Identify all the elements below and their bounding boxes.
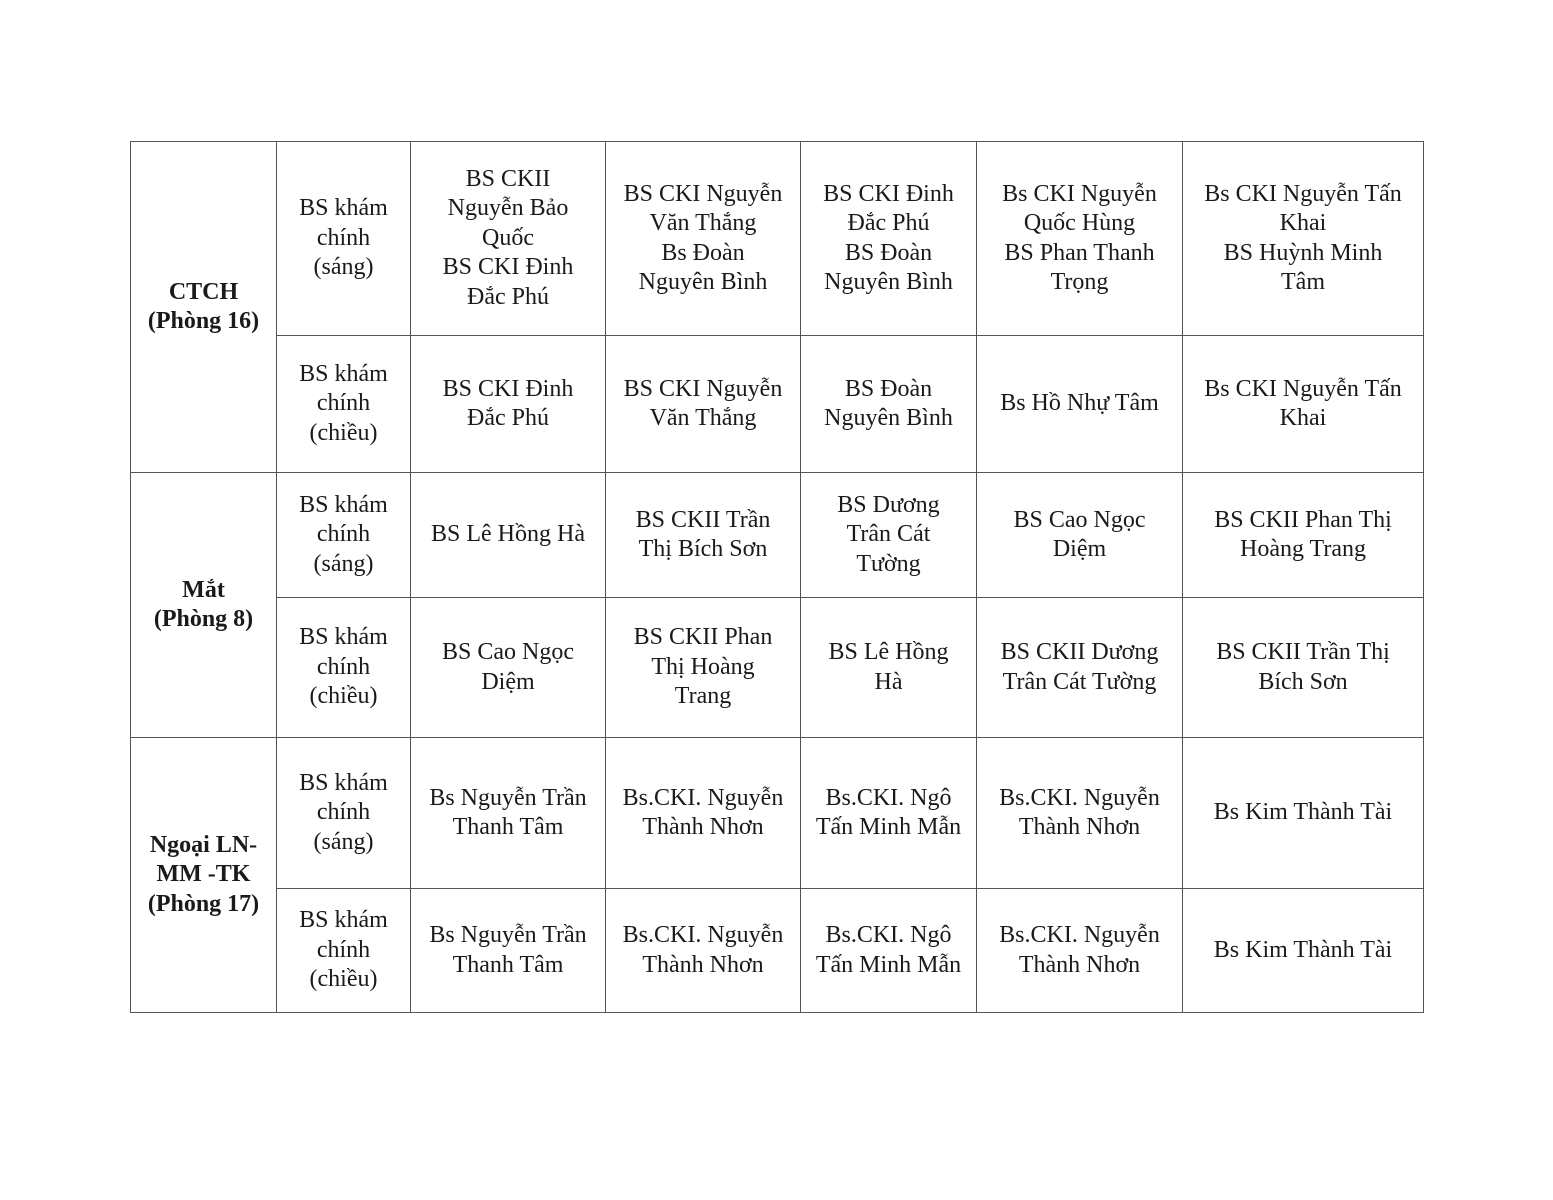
doctor-cell: Bs Nguyễn Trần Thanh Tâm	[411, 889, 606, 1013]
table-row	[131, 473, 1424, 598]
table-row	[131, 142, 1424, 336]
doctor-cell: BS CKII Trần Thị Bích Sơn	[606, 473, 801, 598]
department-room: (Phòng 17)	[147, 890, 260, 917]
doctor-cell: BS CKII Nguyễn Bảo Quốc BS CKI Đinh Đắc Phú	[411, 142, 606, 336]
doctor-cell: BS Lê Hồng Hà	[411, 473, 606, 598]
doctor-cell: Bs CKI Nguyễn Tấn Khai	[1183, 336, 1424, 473]
doctor-cell: BS Cao Ngọc Diệm	[977, 473, 1183, 598]
shift-cell: BS khám chính (chiều)	[277, 336, 411, 473]
doctor-cell: Bs.CKI. Nguyễn Thành Nhơn	[977, 889, 1183, 1013]
doctor-cell: BS CKI Đinh Đắc Phú	[411, 336, 606, 473]
doctor-schedule-table	[130, 141, 1424, 1013]
doctor-cell: Bs CKI Nguyễn Quốc Hùng BS Phan Thanh Trọng	[977, 142, 1183, 336]
table-row	[131, 889, 1424, 1013]
shift-cell: BS khám chính (sáng)	[277, 142, 411, 336]
doctor-cell: BS CKII Trần Thị Bích Sơn	[1183, 598, 1424, 738]
shift-cell: BS khám chính (sáng)	[277, 473, 411, 598]
doctor-cell: Bs.CKI. Ngô Tấn Minh Mẫn	[801, 738, 977, 889]
doctor-cell: BS Đoàn Nguyên Bình	[801, 336, 977, 473]
doctor-cell: Bs Kim Thành Tài	[1183, 889, 1424, 1013]
doctor-cell: BS Lê Hồng Hà	[801, 598, 977, 738]
doctor-cell: BS CKII Dương Trân Cát Tường	[977, 598, 1183, 738]
department-room: (Phòng 8)	[153, 606, 254, 632]
department-cell-ctch	[131, 142, 277, 473]
department-cell-ngoai	[131, 738, 277, 1013]
table-row	[131, 738, 1424, 889]
shift-cell: BS khám chính (chiều)	[277, 889, 411, 1013]
shift-cell: BS khám chính (chiều)	[277, 598, 411, 738]
doctor-cell: Bs CKI Nguyễn Tấn Khai BS Huỳnh Minh Tâm	[1183, 142, 1424, 336]
table-row	[131, 598, 1424, 738]
department-name: Mắt	[182, 576, 225, 603]
doctor-cell: Bs.CKI. Ngô Tấn Minh Mẫn	[801, 889, 977, 1013]
doctor-cell: Bs.CKI. Nguyễn Thành Nhơn	[606, 889, 801, 1013]
department-name: MM -TK	[156, 861, 251, 888]
doctor-cell: Bs Kim Thành Tài	[1183, 738, 1424, 889]
department-room: (Phòng 16)	[147, 308, 260, 334]
department-name: CTCH	[168, 278, 239, 305]
table-row	[131, 336, 1424, 473]
doctor-cell: BS CKI Nguyễn Văn Thắng Bs Đoàn Nguyên Bình	[606, 142, 801, 336]
department-cell-mat	[131, 473, 277, 738]
shift-cell: BS khám chính (sáng)	[277, 738, 411, 889]
doctor-cell: BS CKII Phan Thị Hoàng Trang	[1183, 473, 1424, 598]
doctor-cell: BS CKII Phan Thị Hoàng Trang	[606, 598, 801, 738]
doctor-cell: Bs.CKI. Nguyễn Thành Nhơn	[606, 738, 801, 889]
department-name: Ngoại LN-	[149, 831, 258, 858]
doctor-cell: Bs.CKI. Nguyễn Thành Nhơn	[977, 738, 1183, 889]
doctor-cell: BS Dương Trân Cát Tường	[801, 473, 977, 598]
doctor-cell: Bs Hồ Nhự Tâm	[977, 336, 1183, 473]
doctor-cell: BS CKI Nguyễn Văn Thắng	[606, 336, 801, 473]
doctor-cell: BS Cao Ngọc Diệm	[411, 598, 606, 738]
doctor-cell: BS CKI Đinh Đắc Phú BS Đoàn Nguyên Bình	[801, 142, 977, 336]
doctor-cell: Bs Nguyễn Trần Thanh Tâm	[411, 738, 606, 889]
